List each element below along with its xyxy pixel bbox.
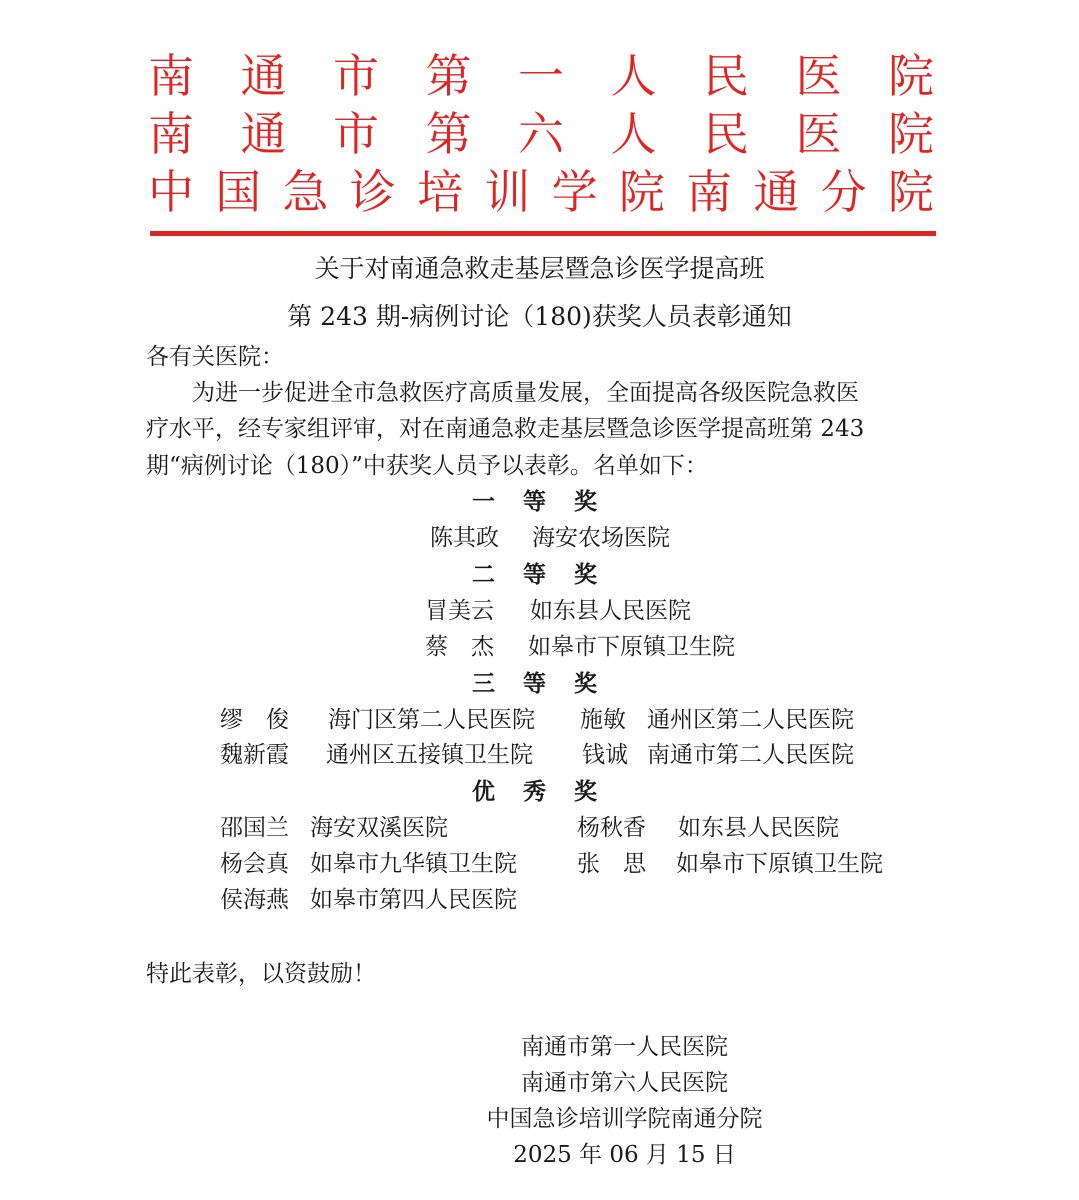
first-prize-heading: 一 等 奖 bbox=[471, 489, 607, 515]
letterhead-char: 市 bbox=[333, 107, 379, 161]
letterhead-char: 通 bbox=[240, 49, 287, 103]
excellent-prize-heading: 优 秀 奖 bbox=[471, 779, 607, 805]
salutation: 各有关医院： bbox=[146, 344, 284, 370]
winner-name: 缪 俊 bbox=[220, 707, 289, 733]
signature-org-2: 南通市第六人民医院 bbox=[521, 1070, 728, 1096]
winner-hospital: 海安农场医院 bbox=[532, 525, 670, 551]
letterhead-char: 国 bbox=[215, 165, 262, 219]
winner-name: 张 思 bbox=[577, 851, 646, 877]
winner-name: 杨秋香 bbox=[577, 815, 646, 841]
letterhead-char: 六 bbox=[518, 107, 564, 161]
notice-title-line-1: 关于对南通急救走基层暨急诊医学提高班 bbox=[314, 254, 765, 283]
winner-hospital: 南通市第二人民医院 bbox=[647, 742, 854, 768]
letterhead-char: 院 bbox=[888, 107, 934, 161]
winner-hospital: 如皋市第四人民医院 bbox=[310, 887, 517, 913]
signature-org-1: 南通市第一人民医院 bbox=[521, 1034, 728, 1060]
signature-org-3: 中国急诊培训学院南通分院 bbox=[486, 1106, 763, 1132]
second-prize-heading: 二 等 奖 bbox=[471, 562, 607, 588]
winner-hospital: 如皋市九华镇卫生院 bbox=[310, 851, 517, 877]
letterhead-char: 诊 bbox=[349, 165, 396, 219]
letterhead-char: 通 bbox=[753, 165, 800, 219]
winner-name: 侯海燕 bbox=[220, 887, 289, 913]
winner-name: 冒美云 bbox=[425, 598, 494, 624]
letterhead-char: 南 bbox=[148, 49, 194, 103]
third-prize-heading: 三 等 奖 bbox=[471, 671, 607, 697]
letterhead-char: 中 bbox=[148, 165, 194, 219]
body-line-1: 为进一步促进全市急救医疗高质量发展，全面提高各级医院急救医 bbox=[192, 380, 859, 406]
winner-name: 陈其政 bbox=[430, 525, 499, 551]
letterhead-line-1 bbox=[148, 48, 934, 104]
letterhead-char: 人 bbox=[610, 49, 657, 103]
winner-hospital: 海门区第二人民医院 bbox=[328, 707, 535, 733]
winner-name: 钱诚 bbox=[582, 742, 628, 768]
letterhead-char: 分 bbox=[820, 165, 867, 219]
letterhead-char: 院 bbox=[618, 165, 665, 219]
winner-hospital: 如皋市下原镇卫生院 bbox=[676, 851, 883, 877]
letterhead-char: 南 bbox=[148, 107, 194, 161]
letterhead-char: 人 bbox=[610, 107, 657, 161]
letterhead-char: 急 bbox=[282, 165, 329, 219]
closing-statement: 特此表彰，以资鼓励！ bbox=[146, 961, 376, 987]
letterhead-char: 医 bbox=[795, 49, 842, 103]
winner-hospital: 如皋市下原镇卫生院 bbox=[528, 634, 735, 660]
letterhead-char: 医 bbox=[795, 107, 842, 161]
winner-hospital: 海安双溪医院 bbox=[310, 815, 448, 841]
letterhead-char: 民 bbox=[703, 49, 749, 103]
letterhead-char: 第 bbox=[425, 49, 472, 103]
letterhead-char: 第 bbox=[425, 107, 472, 161]
body-line-2: 疗水平，经专家组评审，对在南通急救走基层暨急诊医学提高班第 243 bbox=[146, 416, 865, 442]
winner-name: 邵国兰 bbox=[220, 815, 289, 841]
winner-name: 魏新霞 bbox=[220, 742, 289, 768]
letterhead-char: 南 bbox=[686, 165, 733, 219]
winner-name: 蔡 杰 bbox=[425, 634, 494, 660]
letterhead-char: 培 bbox=[417, 165, 464, 219]
letterhead-char: 学 bbox=[551, 165, 598, 219]
letterhead-char: 民 bbox=[703, 107, 749, 161]
letterhead-char: 院 bbox=[887, 165, 934, 219]
winner-hospital: 通州区第二人民医院 bbox=[647, 707, 854, 733]
letterhead-char: 院 bbox=[888, 49, 934, 103]
letterhead-char: 训 bbox=[484, 165, 531, 219]
letterhead-divider bbox=[150, 231, 936, 236]
letterhead-line-2 bbox=[148, 106, 934, 162]
notice-title-line-2: 第 243 期-病例讨论（180)获奖人员表彰通知 bbox=[287, 302, 792, 331]
winner-name: 杨会真 bbox=[220, 851, 289, 877]
winner-hospital: 通州区五接镇卫生院 bbox=[326, 742, 533, 768]
signature-date: 2025 年 06 月 15 日 bbox=[513, 1142, 736, 1168]
letterhead-char: 市 bbox=[333, 49, 379, 103]
winner-hospital: 如东县人民医院 bbox=[530, 598, 691, 624]
letterhead-line-3 bbox=[148, 164, 934, 220]
letterhead-char: 通 bbox=[240, 107, 287, 161]
body-line-3: 期“病例讨论（180）”中获奖人员予以表彰。名单如下： bbox=[146, 453, 708, 479]
winner-name: 施敏 bbox=[580, 707, 626, 733]
winner-hospital: 如东县人民医院 bbox=[678, 815, 839, 841]
letterhead-char: 一 bbox=[518, 49, 564, 103]
